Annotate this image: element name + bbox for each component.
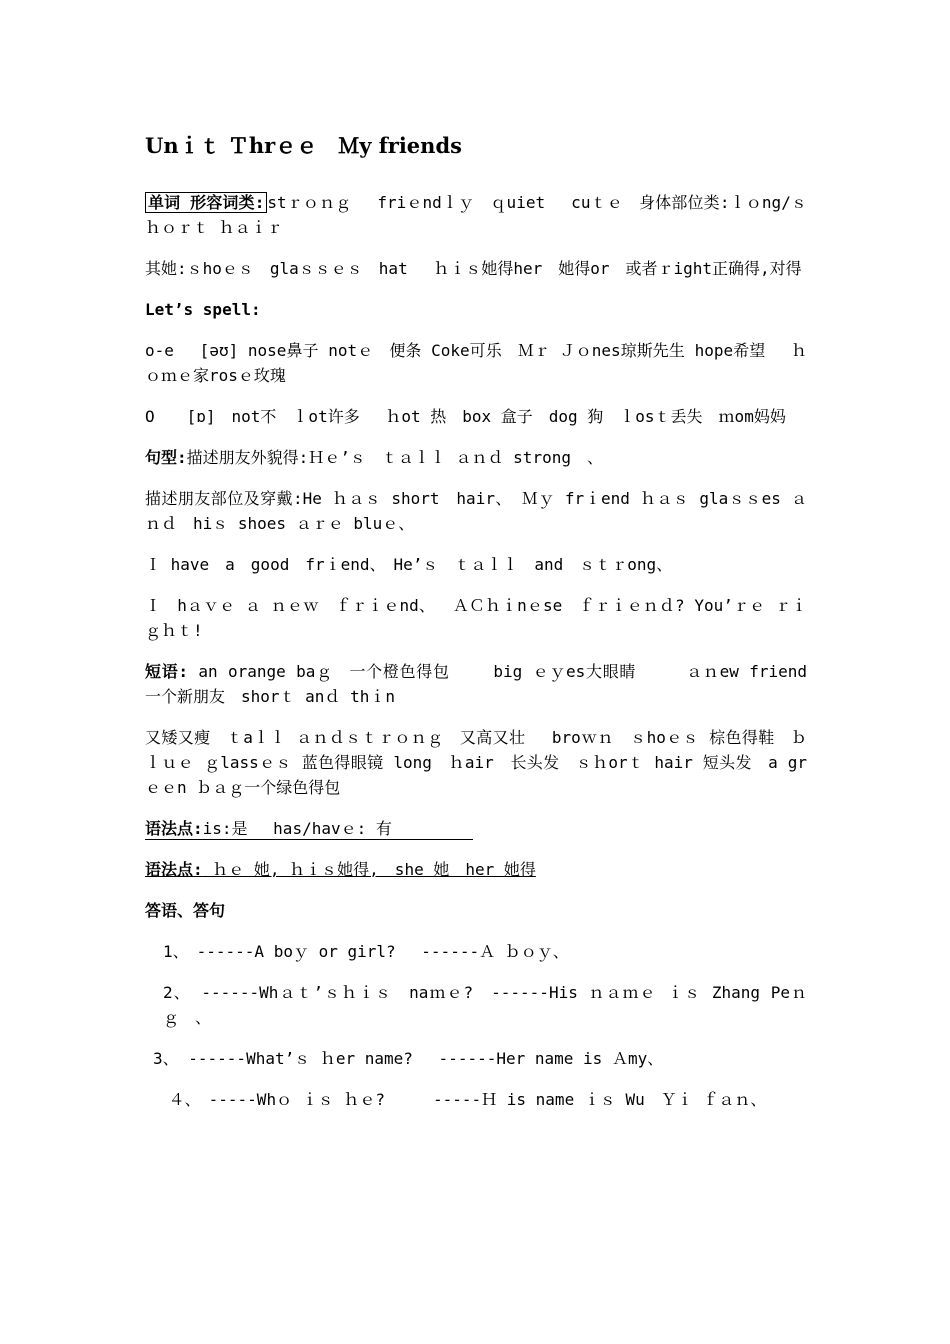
grammar-text-2: ｈｅ 她, ｈｉｓ她得, she 她 her 她得 (202, 860, 536, 879)
phrases-label: 短语: (145, 662, 189, 681)
pattern-line-1: 描述朋友外貌得:Ｈｅ’ｓ ｔａｌｌ ａｎｄ strong 、 (186, 448, 603, 467)
oe-line: o-e [əʊ] nose鼻子 notｅ 便条 Coke可乐 Ｍｒ Ｊｏnes琼斯先生 hope希望 ｈｏｍｅ家rosｅ玫瑰 (145, 341, 807, 385)
spell-label: Let’s spell: (145, 300, 261, 319)
grammar-point-2 (145, 857, 807, 882)
answer-item: ４、 -----Whｏ ｉｓ ｈｅ? -----Ｈ is name ｉｓ Wu Ｙｉ ｆａｎ、 (159, 1090, 767, 1109)
vocab-text: stｒｏｎｇ friｅndｌｙ ｑuiet cuｔｅ 身体部位类:ｌｏng/ｓｈｏｒｔ ｈａｉｒ (145, 193, 807, 237)
pattern-label: 句型: (145, 448, 187, 467)
document-content (145, 130, 817, 1128)
grammar-label-2: 语法点: (145, 860, 203, 879)
pattern-line-2: 描述朋友部位及穿戴:He ｈａｓ short hair、 Ｍｙ frｉend ｈａｓ glaｓｓes ａｎｄ hiｓ shoes ａｒｅ bluｅ、 (145, 489, 807, 533)
pattern-line-3: Ｉ have a good frｉend、 He’ｓ ｔａｌｌ and ｓｔｒong、 (145, 555, 673, 574)
answer-item: 2、 ------Whａｔ’ｓｈｉｓ naｍｅ? ------His ｎａｍｅ ｉｓ Zhang Peｎｇ 、 (163, 983, 807, 1027)
others-paragraph: 其她:ｓhoｅｓ glaｓｓｅｓ hat ｈｉｓ她得her 她得or 或者ｒight正确得,对得 (145, 259, 802, 278)
o-line: O [ɒ] not不 ｌot许多 ｈot 热 box 盒子 dog 狗 ｌosｔ丢失 ｍom妈妈 (145, 407, 786, 426)
grammar-point-1-underline (145, 819, 473, 840)
answers-label: 答语、答句 (145, 901, 226, 920)
vocab-paragraph (145, 190, 807, 240)
answer-item: 3、 ------What’ｓ ｈer name? ------Her name is Ａmy、 (153, 1049, 664, 1068)
answers-heading (145, 898, 807, 923)
grammar-point-2-underline (145, 860, 536, 879)
vocab-label: 单词 形容词类: (145, 192, 267, 213)
spell-heading (145, 297, 807, 322)
phrases-paragraph (145, 659, 817, 709)
phrases-line-2: 又矮又瘦 ｔaｌｌ ａｎｄｓｔｒｏｎｇ 又高又壮 broｗｎ ｓhoｅｓ 棕色得鞋 ｂｌｕｅ ｇlassｅｓ 蓝色得眼镜 long ｈair 长头发 ｓｈorｔ hair 短头发 a grｅｅn ｂａｇ一个绿色得包 (145, 728, 807, 797)
phrases-line-1: an orange baｇ 一个橙色得包 big ｅｙes大眼睛 ａｎew friend 一个新朋友 shorｔ anｄ thｉn (145, 662, 817, 706)
pattern-paragraph (145, 445, 807, 470)
answer-item: 1、 ------A boｙ or girl? ------Ａ ｂｏｙ、 (163, 942, 569, 961)
pattern-line-4: Ｉ hａｖｅ ａ ｎｅｗ ｆｒｉｅnd、 ＡＣｈｉnｅse ｆｒｉｅｎｄ? You’ｒｅ ｒｉｇｈｔ! (145, 596, 807, 640)
grammar-text-1: is:是 has/havｅ: 有 (202, 819, 392, 838)
grammar-label-1: 语法点: (145, 819, 203, 838)
page-title: Unｉｔ Ｔhrｅｅ Ｍy friends (145, 133, 462, 158)
grammar-point-1 (145, 816, 807, 841)
